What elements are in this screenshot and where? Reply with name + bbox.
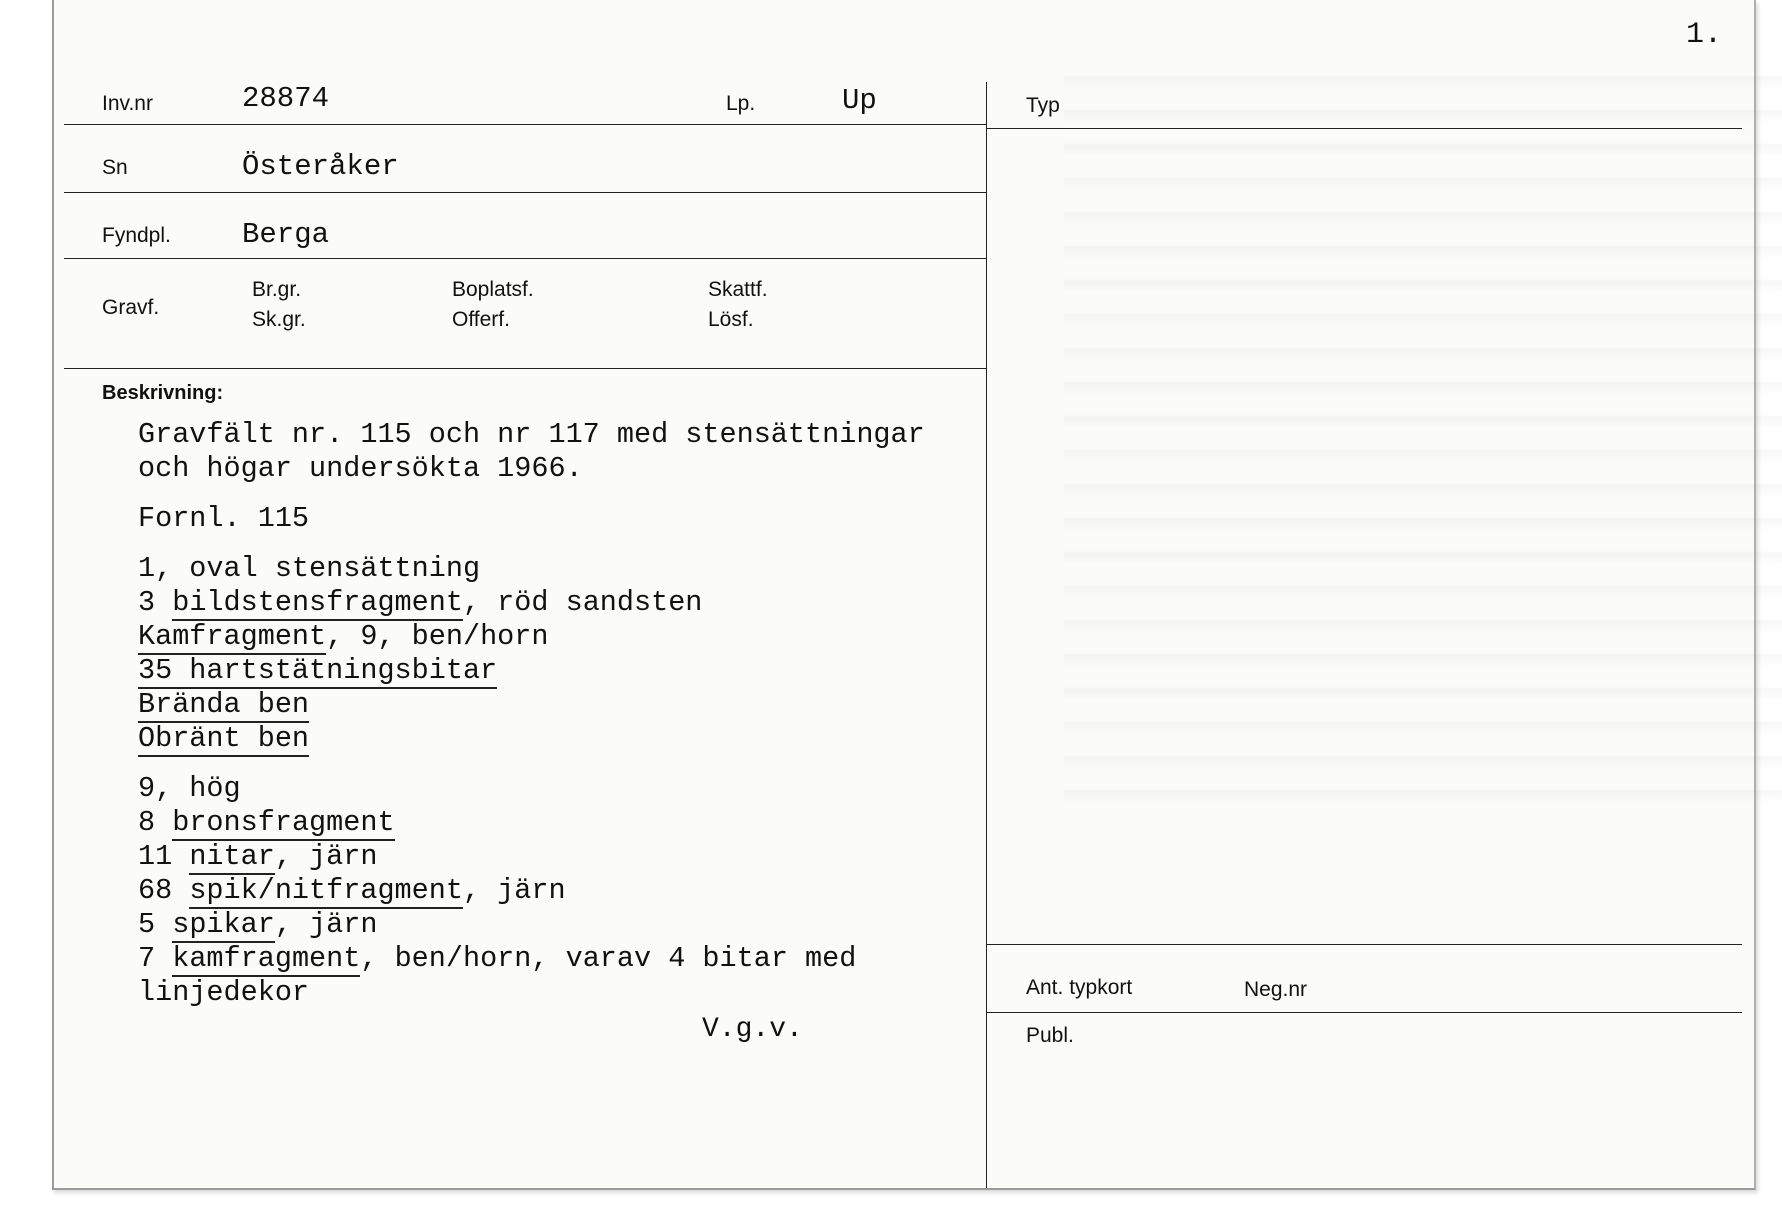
description-line: Gravfält nr. 115 och nr 117 med stensättningar xyxy=(138,418,925,451)
skattf-label: Skattf. xyxy=(708,278,768,301)
card-number: 1. xyxy=(1685,18,1722,52)
lp-value: Up xyxy=(842,84,877,117)
list-item: 3 bildstensfragment, röd sandsten xyxy=(138,586,703,619)
boplatsf-label: Boplatsf. xyxy=(452,278,534,301)
row-rule-2 xyxy=(64,192,986,193)
gravf-label: Gravf. xyxy=(102,296,160,319)
list-item: Brända ben xyxy=(138,688,310,721)
list-item: Obränt ben xyxy=(138,722,310,755)
row-rule-3 xyxy=(64,258,986,259)
offerf-label: Offerf. xyxy=(452,308,510,331)
neg-nr-label: Neg.nr xyxy=(1244,978,1308,1001)
fyndpl-value: Berga xyxy=(242,218,330,251)
ant-typkort-label: Ant. typkort xyxy=(1026,976,1133,999)
lp-label: Lp. xyxy=(726,92,756,115)
list-item: 68 spik/nitfragment, järn xyxy=(138,874,566,907)
typ-rule xyxy=(986,128,1742,129)
losf-label: Lösf. xyxy=(708,308,754,331)
list-item: 11 nitar, järn xyxy=(138,840,378,873)
sn-value: Österåker xyxy=(242,150,399,183)
row-rule-4 xyxy=(64,368,986,369)
list-item: 8 bronsfragment xyxy=(138,806,395,839)
beskrivning-label: Beskrivning: xyxy=(102,382,224,404)
list-item: 5 spikar, järn xyxy=(138,908,378,941)
list-item: 9, hög xyxy=(138,772,241,805)
br-gr-label: Br.gr. xyxy=(252,278,302,301)
publ-rule xyxy=(986,1012,1742,1013)
description-line: Fornl. 115 xyxy=(138,502,310,535)
show-through-text-shadow xyxy=(1064,55,1782,815)
catalog-card xyxy=(52,0,1756,1190)
inv-nr-label: Inv.nr xyxy=(102,92,153,115)
inv-nr-value: 28874 xyxy=(242,82,330,115)
fyndpl-label: Fyndpl. xyxy=(102,224,171,247)
sn-label: Sn xyxy=(102,156,128,179)
description-line: och högar undersökta 1966. xyxy=(138,452,583,485)
description-text xyxy=(138,418,998,1010)
list-item: 1, oval stensättning xyxy=(138,552,481,585)
list-item: Kamfragment, 9, ben/horn xyxy=(138,620,549,653)
publ-label: Publ. xyxy=(1026,1024,1074,1047)
signature: V.g.v. xyxy=(702,1014,803,1045)
typ-label: Typ xyxy=(1026,94,1060,117)
list-item: 7 kamfragment, ben/horn, varav 4 bitar med xyxy=(138,942,857,975)
list-item: linjedekor xyxy=(138,976,310,1009)
sk-gr-label: Sk.gr. xyxy=(252,308,306,331)
typ-bottom-rule xyxy=(986,944,1742,945)
list-item: 35 hartstätningsbitar xyxy=(138,654,498,687)
row-rule-1 xyxy=(64,124,986,125)
